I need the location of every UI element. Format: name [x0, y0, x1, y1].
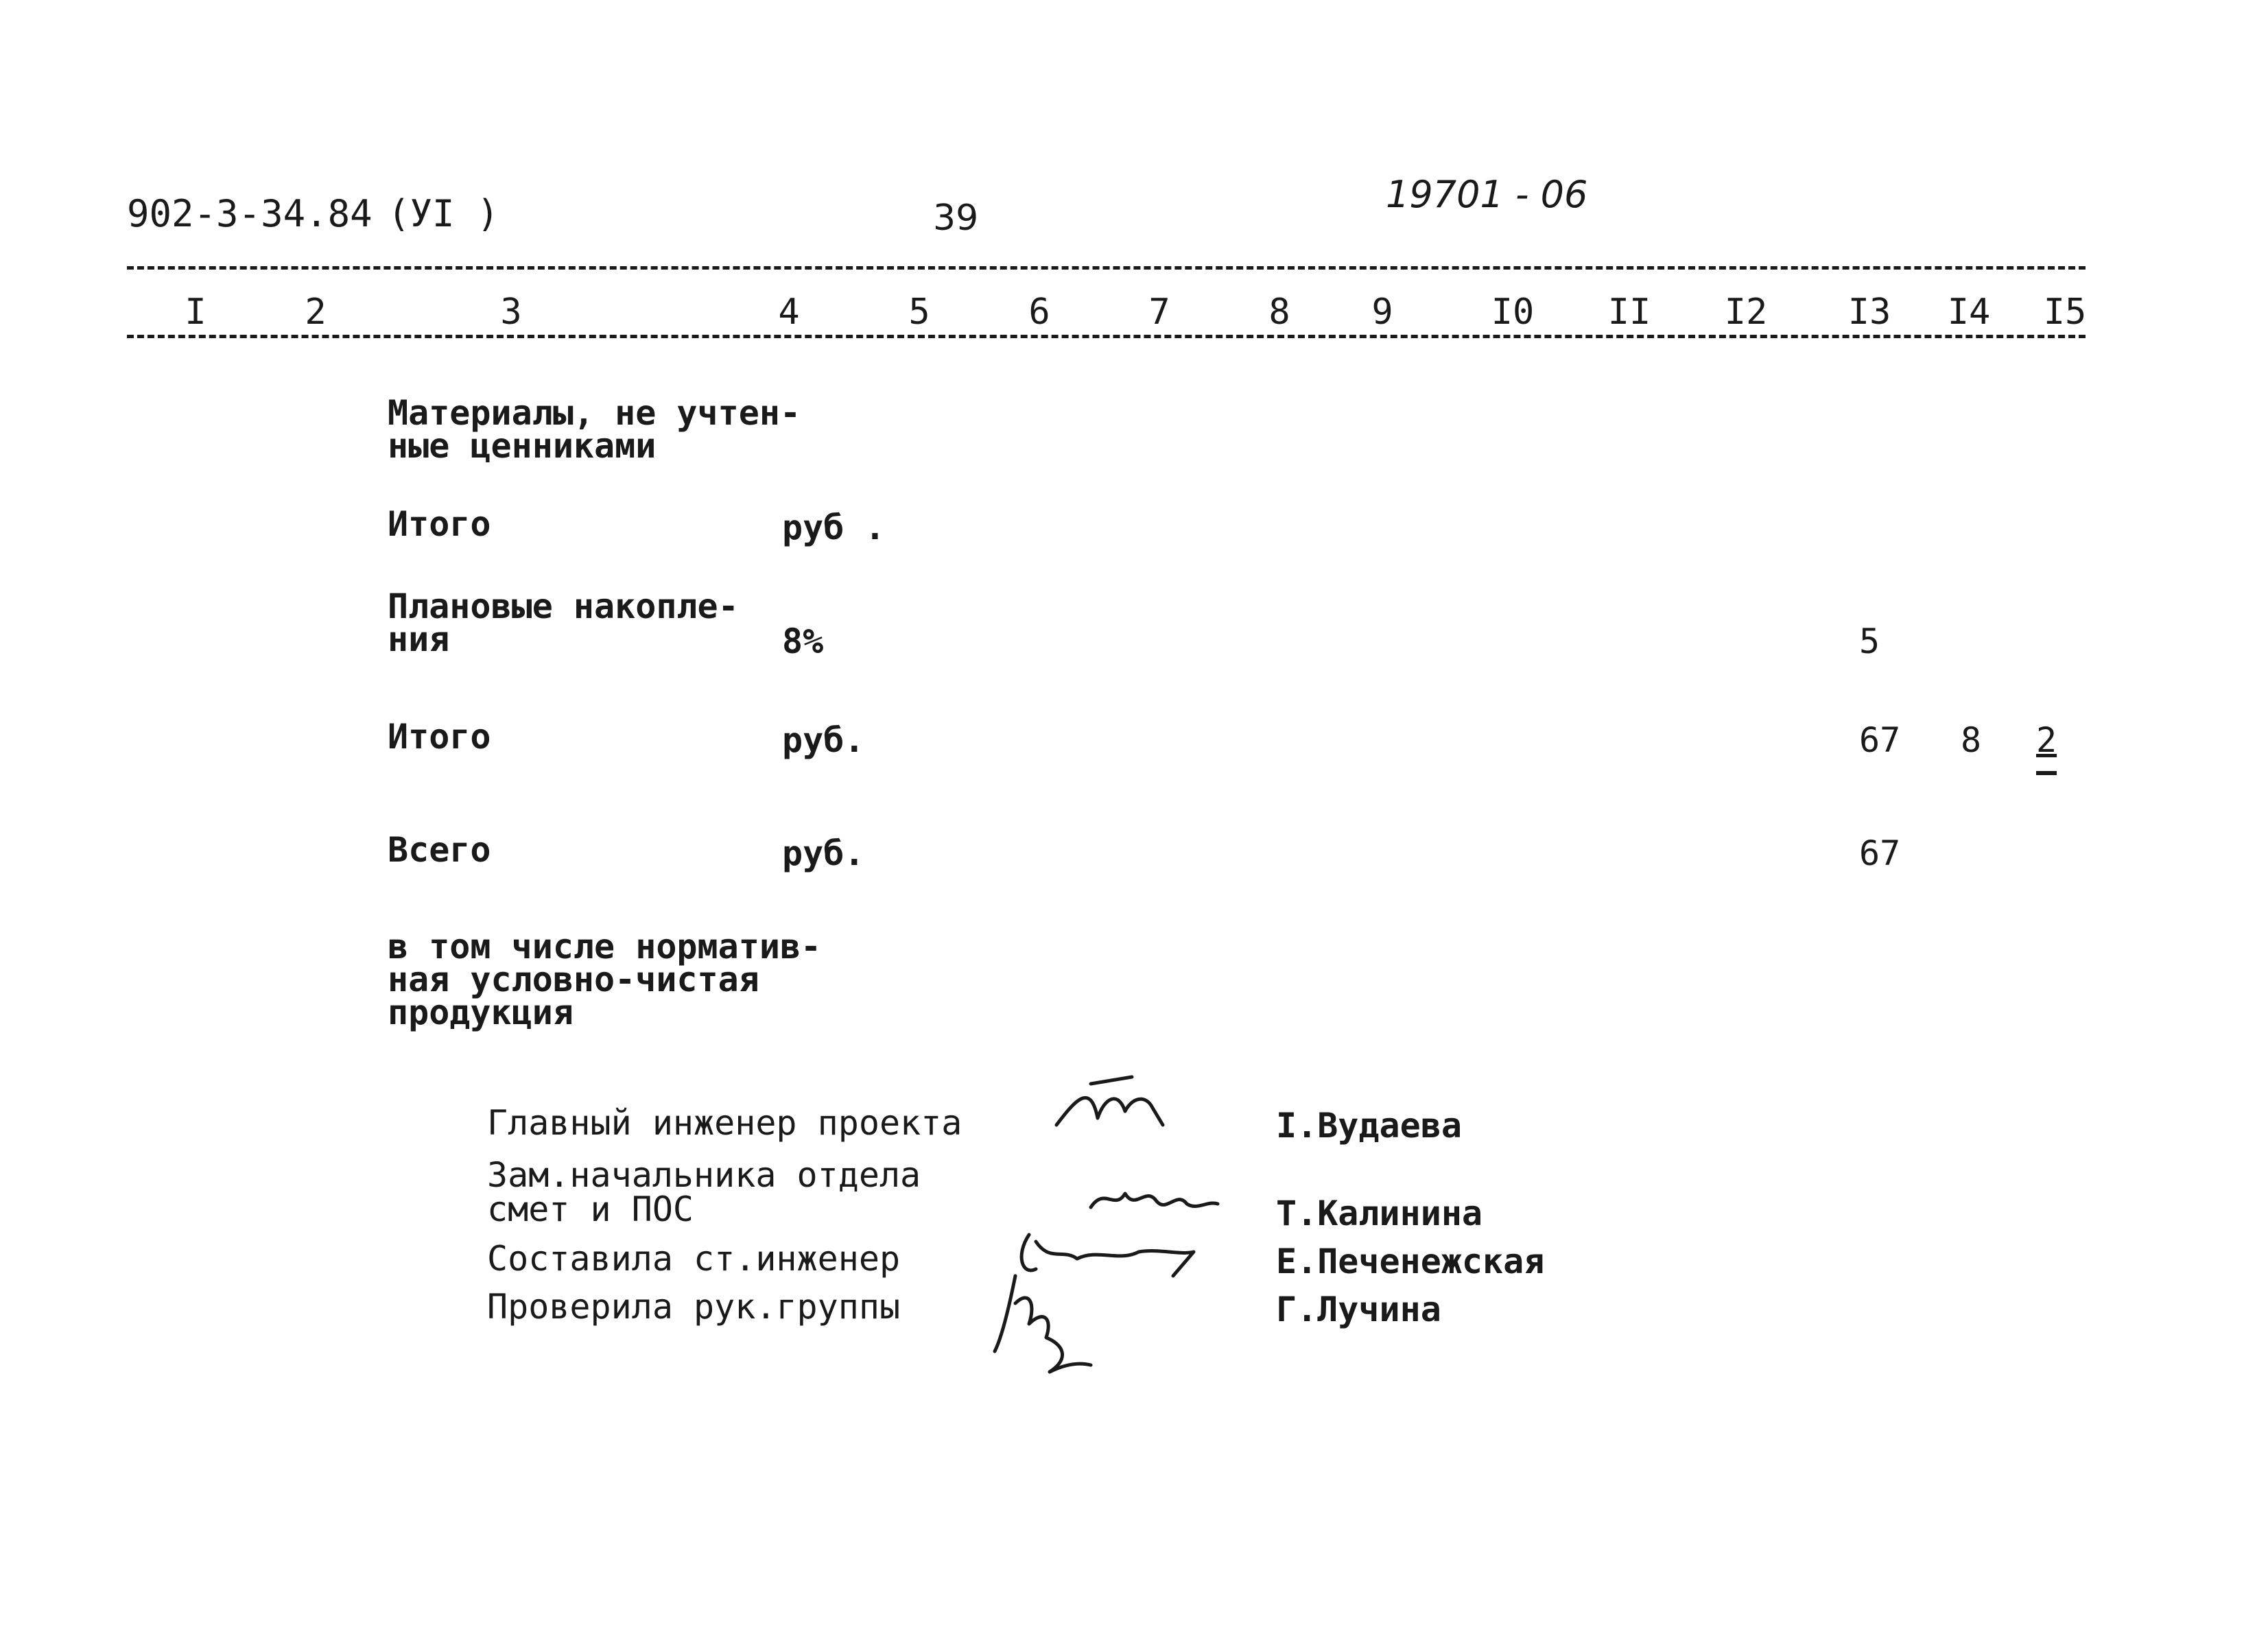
column-header-3: 3 — [500, 292, 522, 333]
handwritten-number: 19701 - 06 — [1386, 173, 1588, 216]
column-header-5: 5 — [908, 292, 930, 333]
top-dashed-rule — [127, 266, 2086, 270]
row-unit-grand-total: руб. — [782, 833, 865, 873]
signature-role-compiler: Составила ст.инженер — [487, 1239, 901, 1279]
column-header-12: I2 — [1724, 292, 1768, 333]
row-unit-planned-savings: 8% — [782, 621, 824, 661]
row-unit-subtotal: руб . — [782, 508, 886, 547]
signature-mark-checker — [988, 1262, 1125, 1386]
signature-name-compiler: Е.Печенежская — [1276, 1242, 1545, 1281]
row-label-normative-product: в том числе норматив- ная условно-чистая продукция — [388, 927, 822, 1032]
signature-mark-deputy-head — [1084, 1173, 1221, 1228]
signature-role-deputy-head: Зам.начальника отдела смет и ПОС — [487, 1155, 921, 1229]
signature-role-chief-engineer: Главный инженер проекта — [487, 1103, 962, 1143]
document-code: 902-3-34.84 — [127, 192, 373, 235]
column-header-10: I0 — [1491, 292, 1535, 333]
column-header-9: 9 — [1371, 292, 1393, 333]
row-label-planned-savings: Плановые накопле- ния — [388, 586, 739, 659]
column-header-13: I3 — [1847, 292, 1891, 333]
row-value-grand-total-13: 67 — [1859, 833, 1901, 873]
signature-name-checker: Г.Лучина — [1276, 1290, 1441, 1329]
signature-name-chief-engineer: I.Вудаева — [1276, 1106, 1462, 1146]
column-header-8: 8 — [1268, 292, 1290, 333]
signature-mark-chief-engineer — [1050, 1070, 1173, 1152]
row-label-subtotal: Итого — [388, 504, 491, 544]
signature-name-deputy-head: Т.Калинина — [1276, 1194, 1483, 1233]
row-value-total-15: 2 — [2036, 720, 2057, 760]
column-header-6: 6 — [1028, 292, 1050, 333]
column-header-15: I5 — [2043, 292, 2087, 333]
row-value-planned-savings-13: 5 — [1859, 621, 1880, 661]
column-header-1: I — [185, 292, 206, 333]
row-unit-total: руб. — [782, 720, 865, 760]
row-label-grand-total: Всего — [388, 830, 491, 870]
underline-mark — [2036, 771, 2057, 775]
row-value-total-14: 8 — [1961, 720, 1982, 760]
signature-role-checker: Проверила рук.группы — [487, 1287, 901, 1327]
section-label: (УI ) — [388, 192, 499, 235]
column-header-2: 2 — [305, 292, 327, 333]
column-header-4: 4 — [778, 292, 800, 333]
column-header-14: I4 — [1947, 292, 1991, 333]
row-label-total: Итого — [388, 717, 491, 757]
row-label-materials: Материалы, не учтен- ные ценниками — [388, 393, 801, 466]
bottom-dashed-rule — [127, 335, 2086, 338]
row-value-total-13: 67 — [1859, 720, 1901, 760]
page-number: 39 — [933, 198, 979, 239]
column-header-7: 7 — [1148, 292, 1170, 333]
column-header-11: II — [1607, 292, 1651, 333]
